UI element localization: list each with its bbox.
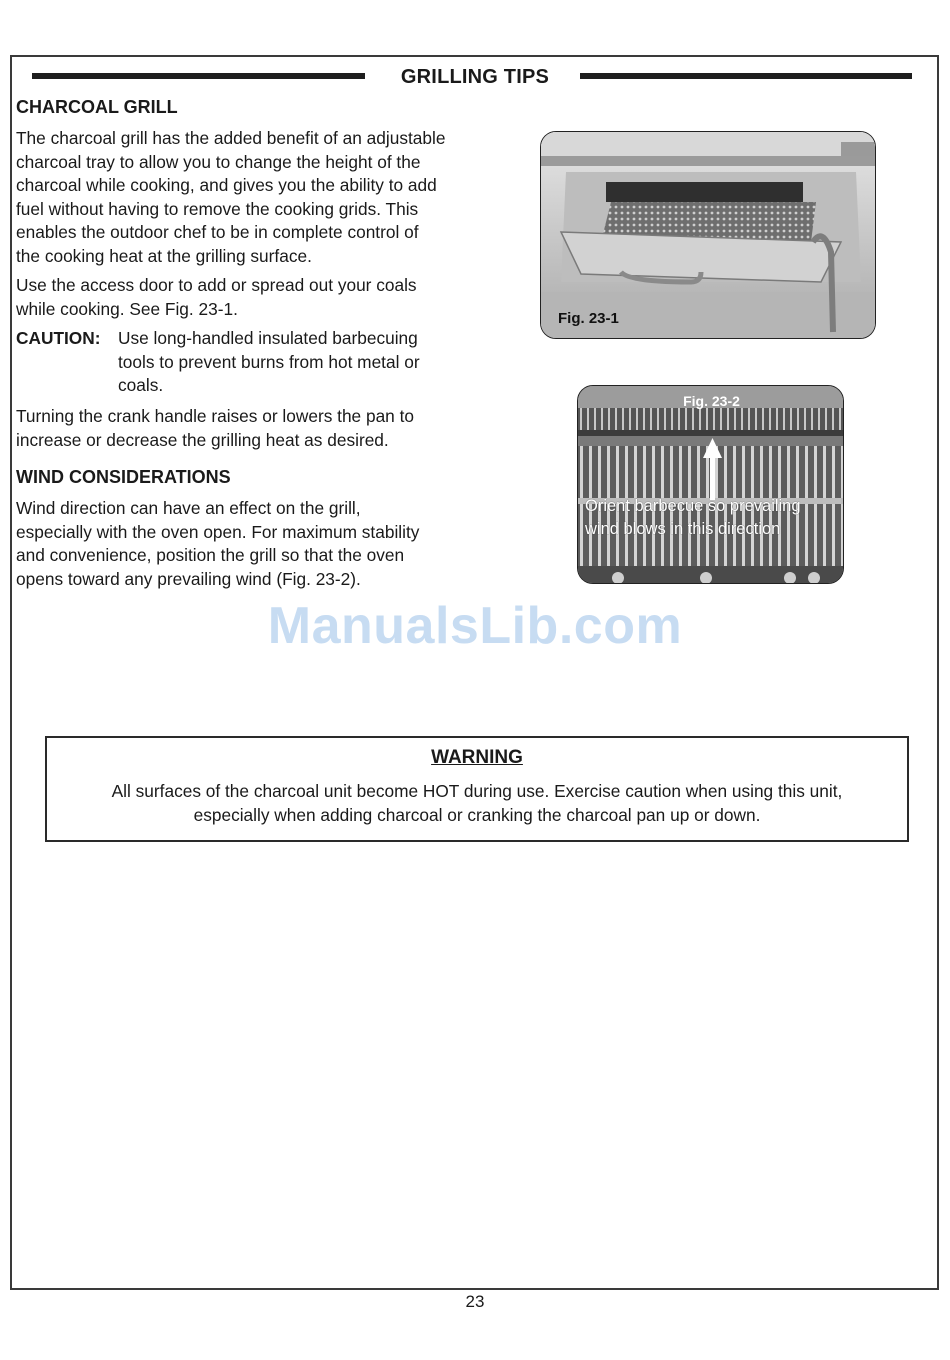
warning-title: WARNING xyxy=(431,747,523,768)
caution-label: CAUTION: xyxy=(16,328,101,348)
watermark: ManualsLib.com xyxy=(267,597,683,655)
charcoal-paragraph-3: Turning the crank handle raises or lowers the pan to increase or decrease the grilling heat as desired. xyxy=(16,406,415,450)
page-title: GRILLING TIPS xyxy=(0,66,950,89)
figure-23-1-label: Fig. 23-1 xyxy=(558,310,619,327)
figure-23-2-label: Fig. 23-2 xyxy=(683,393,740,409)
charcoal-paragraph-2: Use the access door to add or spread out your coals while cooking. See Fig. 23-1. xyxy=(16,275,417,319)
wind-direction-caption: Orient barbecue so prevailing wind blows in this direction xyxy=(585,497,801,538)
wind-considerations-heading: WIND CONSIDERATIONS xyxy=(16,467,231,487)
charcoal-door-photo xyxy=(541,132,876,339)
charcoal-paragraph-1: The charcoal grill has the added benefit of an adjustable charcoal tray to allow you to change the height of the charcoal while cooking, and gives you the ability to add fuel without having to remove the cooking grids. This enables the outdoor chef to be in complete control of the cooking heat at the grilling surface. xyxy=(16,128,446,266)
warning-text: All surfaces of the charcoal unit become HOT during use. Exercise caution when using this unit, especially when adding charcoal or cranking the charcoal pan up or down. xyxy=(111,781,843,825)
figure-23-1 xyxy=(540,131,876,339)
grill-grate-photo xyxy=(578,386,844,584)
wind-paragraph: Wind direction can have an effect on the grill, especially with the oven open. For maximum stability and convenience, position the grill so that the oven opens toward any prevailing wind (Fig. 23-2). xyxy=(16,498,420,589)
page-number: 23 xyxy=(465,1292,485,1311)
charcoal-grill-heading: CHARCOAL GRILL xyxy=(16,97,178,117)
figure-23-2 xyxy=(577,385,844,584)
caution-text: Use long-handled insulated barbecuing tools to prevent burns from hot metal or coals. xyxy=(118,328,420,395)
warning-box xyxy=(45,736,909,842)
